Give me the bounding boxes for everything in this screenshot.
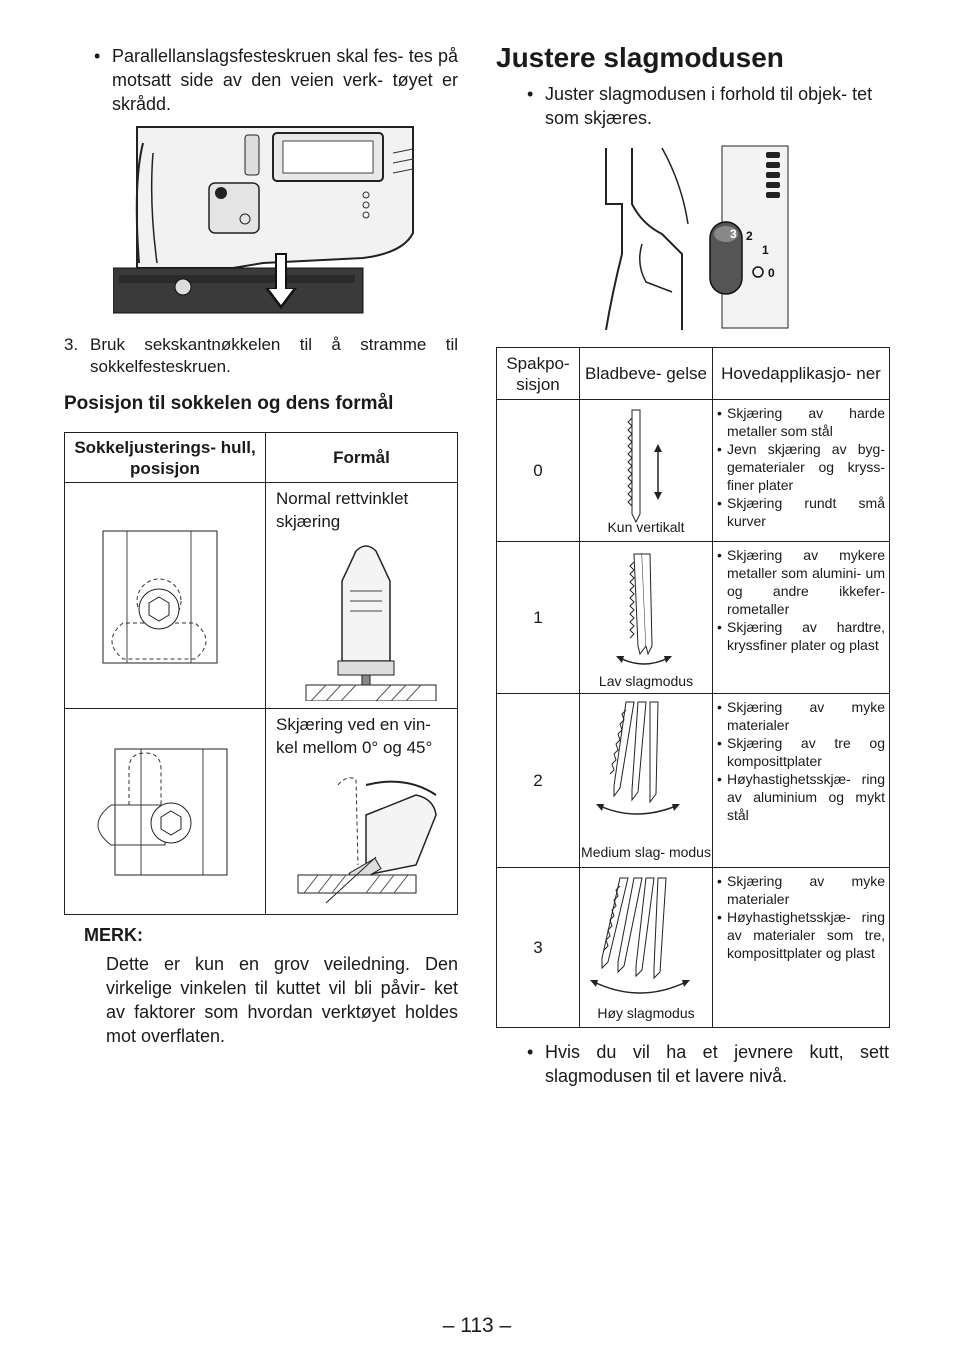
right-top-bullet: • Juster slagmodusen i forhold til objek- tet som skjæres. bbox=[527, 82, 889, 130]
base-table-row-1-purpose bbox=[266, 483, 458, 709]
app-3-1: Høyhastighetsskjæ- ring av materialer som tre, komposittplater og plast bbox=[727, 909, 885, 961]
base-screw-illustration bbox=[113, 123, 423, 320]
base-position-table bbox=[64, 432, 458, 915]
base-table-header-purpose: Formål bbox=[266, 433, 458, 483]
stroke-row-2-position: 2 bbox=[497, 694, 580, 868]
stroke-row-0-applications: • Skjæring av harde metaller som stål • Jevn skjæring av byg- gematerialer og kryss- finer plater • Skjæring rundt små kurver bbox=[713, 400, 890, 542]
stroke-row-1-applications: • Skjæring av mykere metaller som alumini- um og andre ikkefer- rometaller • Skjæring av hardtre, kryssfiner plater og plast bbox=[713, 542, 890, 694]
blade-low-orbit-icon bbox=[580, 546, 712, 676]
right-top-bullet-text: Juster slagmodusen i forhold til objek- tet som skjæres. bbox=[545, 84, 873, 128]
stroke-row-1-caption: Lav slagmodus bbox=[598, 673, 694, 689]
app-1-0: Skjæring av mykere metaller som alumini- um og andre ikkefer- rometaller bbox=[727, 547, 885, 617]
base-table-row-2-diagram bbox=[65, 709, 266, 915]
app-0-0: Skjæring av harde metaller som stål bbox=[727, 405, 885, 439]
stroke-row-3-position: 3 bbox=[497, 868, 580, 1028]
app-3-0: Skjæring av myke materialer bbox=[727, 873, 885, 907]
dial-label-3: 3 bbox=[730, 227, 737, 241]
app-0-2: Skjæring rundt små kurver bbox=[727, 495, 885, 529]
note-title: MERK: bbox=[84, 925, 143, 945]
stroke-row-2-blade bbox=[580, 694, 713, 868]
app-2-1: Skjæring av tre og komposittplater bbox=[727, 735, 885, 769]
stroke-mode-table bbox=[496, 347, 890, 1028]
dial-label-1: 1 bbox=[762, 243, 769, 257]
step-3-text: Bruk sekskantnøkkelen til å stramme til sokkelfesteskruen. bbox=[90, 335, 458, 376]
stroke-row-1-blade bbox=[580, 542, 713, 694]
dial-label-2: 2 bbox=[746, 229, 753, 243]
stroke-header-blade: Bladbeve- gelse bbox=[580, 348, 713, 400]
base-table-row-1-diagram bbox=[65, 483, 266, 709]
blade-vertical-icon bbox=[580, 404, 712, 524]
dial-label-0: 0 bbox=[768, 266, 775, 280]
page-number: – 113 – bbox=[442, 1314, 512, 1337]
app-1-1: Skjæring av hardtre, kryssfiner plater og plast bbox=[727, 619, 885, 653]
stroke-row-2-caption: Medium slag- modus bbox=[581, 844, 711, 860]
stroke-row-3-applications: • Skjæring av myke materialer • Høyhastighetsskjæ- ring av materialer som tre, komposittplater og plast bbox=[713, 868, 890, 1028]
stroke-row-0-blade bbox=[580, 400, 713, 542]
purpose-normal-text: Normal rettvinklet skjæring bbox=[276, 489, 409, 531]
base-table-row-2-purpose bbox=[266, 709, 458, 915]
stroke-lever-illustration bbox=[602, 144, 790, 330]
stroke-header-position: Spakpo- sisjon bbox=[497, 348, 580, 400]
left-top-bullet-text: Parallellanslagsfesteskruen skal fes- tes på motsatt side av den veien verk- tøyet er skrådd. bbox=[112, 46, 458, 114]
stroke-row-1-position: 1 bbox=[497, 542, 580, 694]
app-2-0: Skjæring av myke materialer bbox=[727, 699, 885, 733]
purpose-angle-text: Skjæring ved en vin- kel mellom 0° og 45° bbox=[276, 715, 433, 757]
stroke-row-2-applications: • Skjæring av myke materialer • Skjæring av tre og komposittplater • Høyhastighetsskjæ- ring av aluminium og mykt stål bbox=[713, 694, 890, 868]
stroke-row-0-position: 0 bbox=[497, 400, 580, 542]
step-3 bbox=[64, 334, 458, 378]
blade-medium-orbit-icon bbox=[580, 696, 712, 826]
stroke-row-3-caption: Høy slagmodus bbox=[597, 1005, 695, 1021]
stroke-row-3-blade bbox=[580, 868, 713, 1028]
stroke-row-0-caption: Kun vertikalt bbox=[607, 519, 685, 535]
note-text: Dette er kun en grov veiledning. Den virkelige vinkelen til kuttet vil bli påvir- ket av faktorer som hvordan verktøyet holdes mot overflaten. bbox=[106, 954, 458, 1046]
base-position-subheading: Posisjon til sokkelen og dens formål bbox=[64, 393, 394, 414]
jigsaw-vertical-illustration bbox=[266, 541, 470, 701]
right-bottom-bullet-text: Hvis du vil ha et jevnere kutt, sett slagmodusen til et lavere nivå. bbox=[545, 1042, 889, 1086]
right-bottom-bullet: • Hvis du vil ha et jevnere kutt, sett slagmodusen til et lavere nivå. bbox=[527, 1042, 889, 1086]
step-3-number: 3. bbox=[64, 335, 79, 354]
left-top-bullet: • Parallellanslagsfesteskruen skal fes- tes på motsatt side av den veien verk- tøyet er skrådd. bbox=[94, 46, 458, 114]
jigsaw-angled-illustration bbox=[266, 775, 470, 905]
blade-high-orbit-icon bbox=[580, 870, 712, 1006]
app-0-1: Jevn skjæring av byg- gematerialer og kryss- finer plater bbox=[727, 441, 885, 493]
app-2-2: Høyhastighetsskjæ- ring av aluminium og mykt stål bbox=[727, 771, 885, 823]
stroke-mode-heading: Justere slagmodusen bbox=[496, 42, 784, 73]
stroke-header-applications: Hovedapplikasjo- ner bbox=[713, 348, 890, 400]
base-table-header-position: Sokkeljusterings- hull, posisjon bbox=[65, 433, 266, 483]
